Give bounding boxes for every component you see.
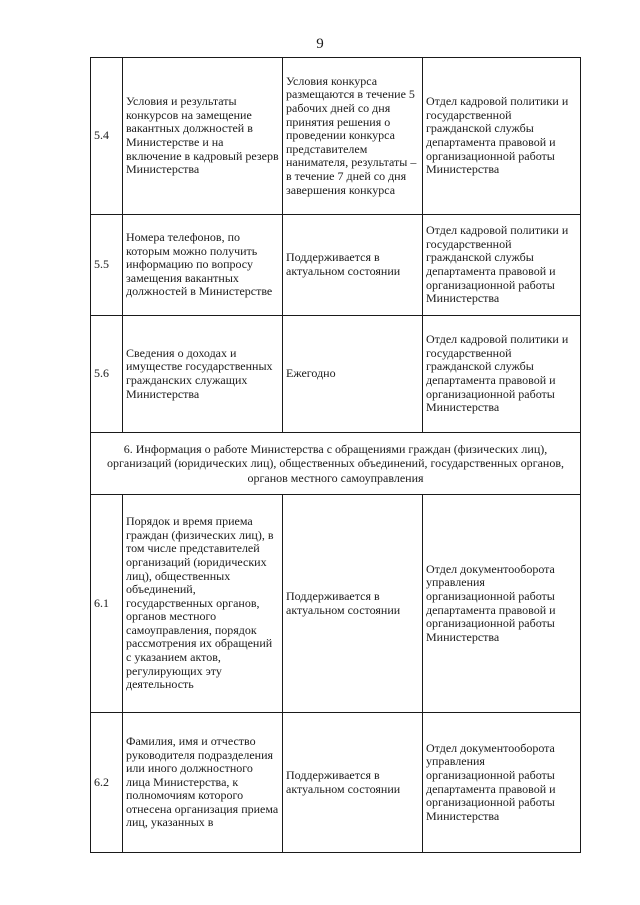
row-term: Поддерживается в актуальном состоянии xyxy=(283,495,423,713)
section-6-heading: 6. Информация о работе Министерства с обращениями граждан (физических лиц), организаций (юридических лиц), общественных объединений, государственных органов, органов местного самоуправления xyxy=(91,433,581,495)
table-row-6-1 xyxy=(91,495,581,713)
row-term: Ежегодно xyxy=(283,316,423,433)
table-row-6-2 xyxy=(91,713,581,853)
row-number: 6.1 xyxy=(91,495,123,713)
table-row-5-6 xyxy=(91,316,581,433)
row-name: Сведения о доходах и имуществе государственных гражданских служащих Министерства xyxy=(123,316,283,433)
row-number: 6.2 xyxy=(91,713,123,853)
row-responsible: Отдел документооборота управления организационной работы департамента правовой и организационной работы Министерства xyxy=(423,713,581,853)
row-term: Условия конкурса размещаются в течение 5 рабочих дней со дня принятия решения о проведении конкурса представителем нанимателя, результаты – в течение 7 дней со дня завершения конкурса xyxy=(283,58,423,215)
page-number: 9 xyxy=(316,36,324,52)
row-term: Поддерживается в актуальном состоянии xyxy=(283,215,423,316)
row-name: Номера телефонов, по которым можно получить информацию по вопросу замещения вакантных должностей в Министерстве xyxy=(123,215,283,316)
row-number: 5.6 xyxy=(91,316,123,433)
row-term: Поддерживается в актуальном состоянии xyxy=(283,713,423,853)
row-responsible: Отдел кадровой политики и государственной гражданской службы департамента правовой и организационной работы Министерства xyxy=(423,58,581,215)
information-table xyxy=(90,57,581,853)
table-row-5-5 xyxy=(91,215,581,316)
row-name: Условия и результаты конкурсов на замещение вакантных должностей в Министерстве и на включение в кадровый резерв Министерства xyxy=(123,58,283,215)
row-name: Порядок и время приема граждан (физических лиц), в том числе представителей организаций (юридических лиц), общественных объединений, государственных органов, органов местного самоуправления, порядок рассмотрения их обращений с указанием актов, регулирующих эту деятельность xyxy=(123,495,283,713)
row-number: 5.4 xyxy=(91,58,123,215)
row-responsible: Отдел кадровой политики и государственной гражданской службы департамента правовой и организационной работы Министерства xyxy=(423,215,581,316)
row-responsible: Отдел документооборота управления организационной работы департамента правовой и организационной работы Министерства xyxy=(423,495,581,713)
table-row-5-4 xyxy=(91,58,581,215)
section-6-heading-row xyxy=(91,433,581,495)
row-responsible: Отдел кадровой политики и государственной гражданской службы департамента правовой и организационной работы Министерства xyxy=(423,316,581,433)
row-name: Фамилия, имя и отчество руководителя подразделения или иного должностного лица Министерства, к полномочиям которого отнесена организация приема лиц, указанных в xyxy=(123,713,283,853)
row-number: 5.5 xyxy=(91,215,123,316)
